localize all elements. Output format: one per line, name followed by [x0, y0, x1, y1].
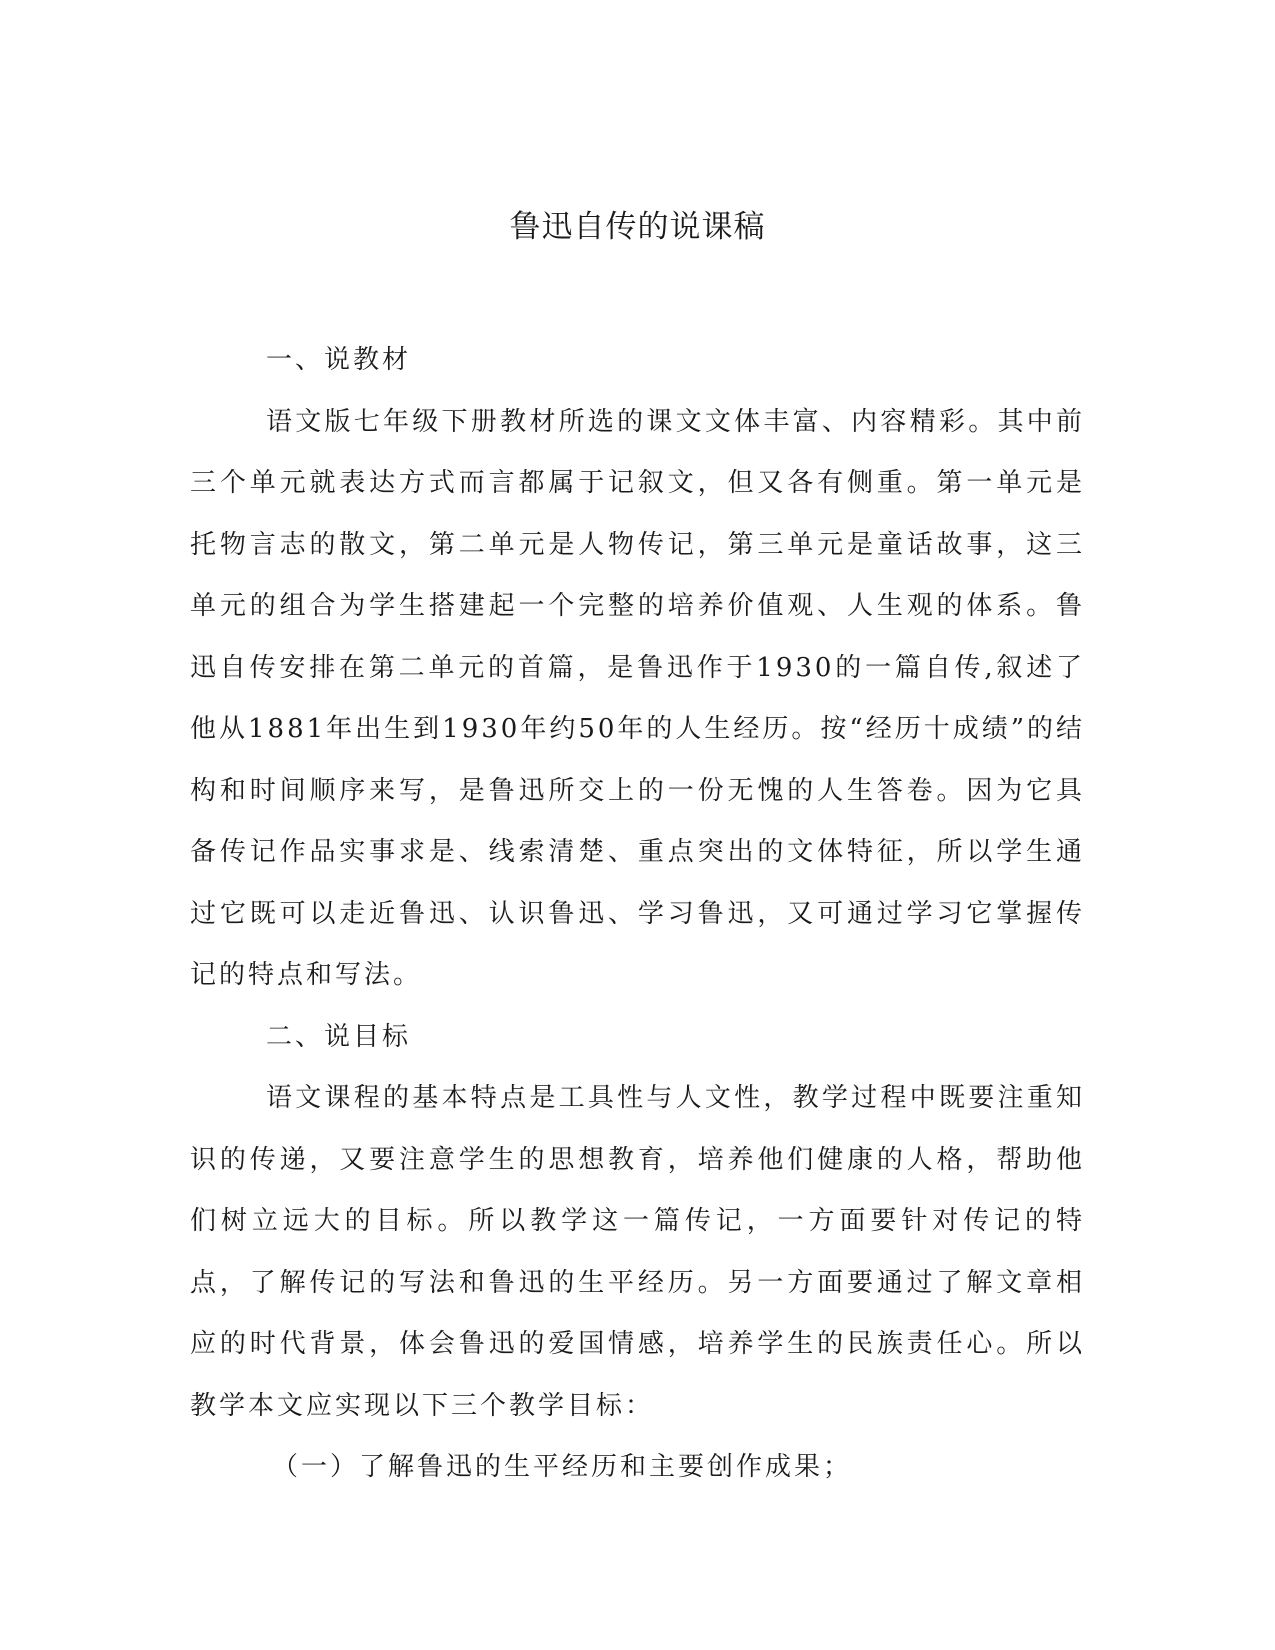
goal-item-1: （一）了解鲁迅的生平经历和主要创作成果； — [272, 1452, 853, 1482]
document-title: 鲁迅自传的说课稿 — [509, 209, 766, 245]
section-heading-objectives: 二、说目标 — [266, 1021, 412, 1052]
paragraph-textbook: 语文版七年级下册教材所选的课文文体丰富、内容精彩。其中前三个单元就表达方式而言都属于记叙文，但又各有侧重。第一单元是托物言志的散文，第二单元是人物传记，第三单元是童话故事，这三单元的组合为学生搭建起一个完整的培养价值观、人生观的体系。鲁迅自传安排在第二单元的首篇，是鲁迅作于1930的一篇自传,叙述了他从1881年出生到1930年约50年的人生经历。按“经历十成绩”的结构和时间顺序来写，是鲁迅所交上的一份无愧的人生答卷。因为它具备传记作品实事求是、线索清楚、重点突出的文体特征，所以学生通过它既可以走近鲁迅、认识鲁迅、学习鲁迅，又可通过学习它掌握传记的特点和写法。 — [190, 406, 1086, 990]
section-heading-textbook: 一、说教材 — [266, 345, 412, 375]
document-body — [190, 330, 1085, 1499]
paragraph-objectives: 语文课程的基本特点是工具性与人文性，教学过程中既要注重知识的传递，又要注意学生的思想教育，培养他们健康的人格，帮助他们树立远大的目标。所以教学这一篇传记，一方面要针对传记的特点，了解传记的写法和鲁迅的生平经历。另一方面要通过了解文章相应的时代背景，体会鲁迅的爱国情感，培养学生的民族责任心。所以教学本文应实现以下三个教学目标： — [190, 1083, 1085, 1421]
